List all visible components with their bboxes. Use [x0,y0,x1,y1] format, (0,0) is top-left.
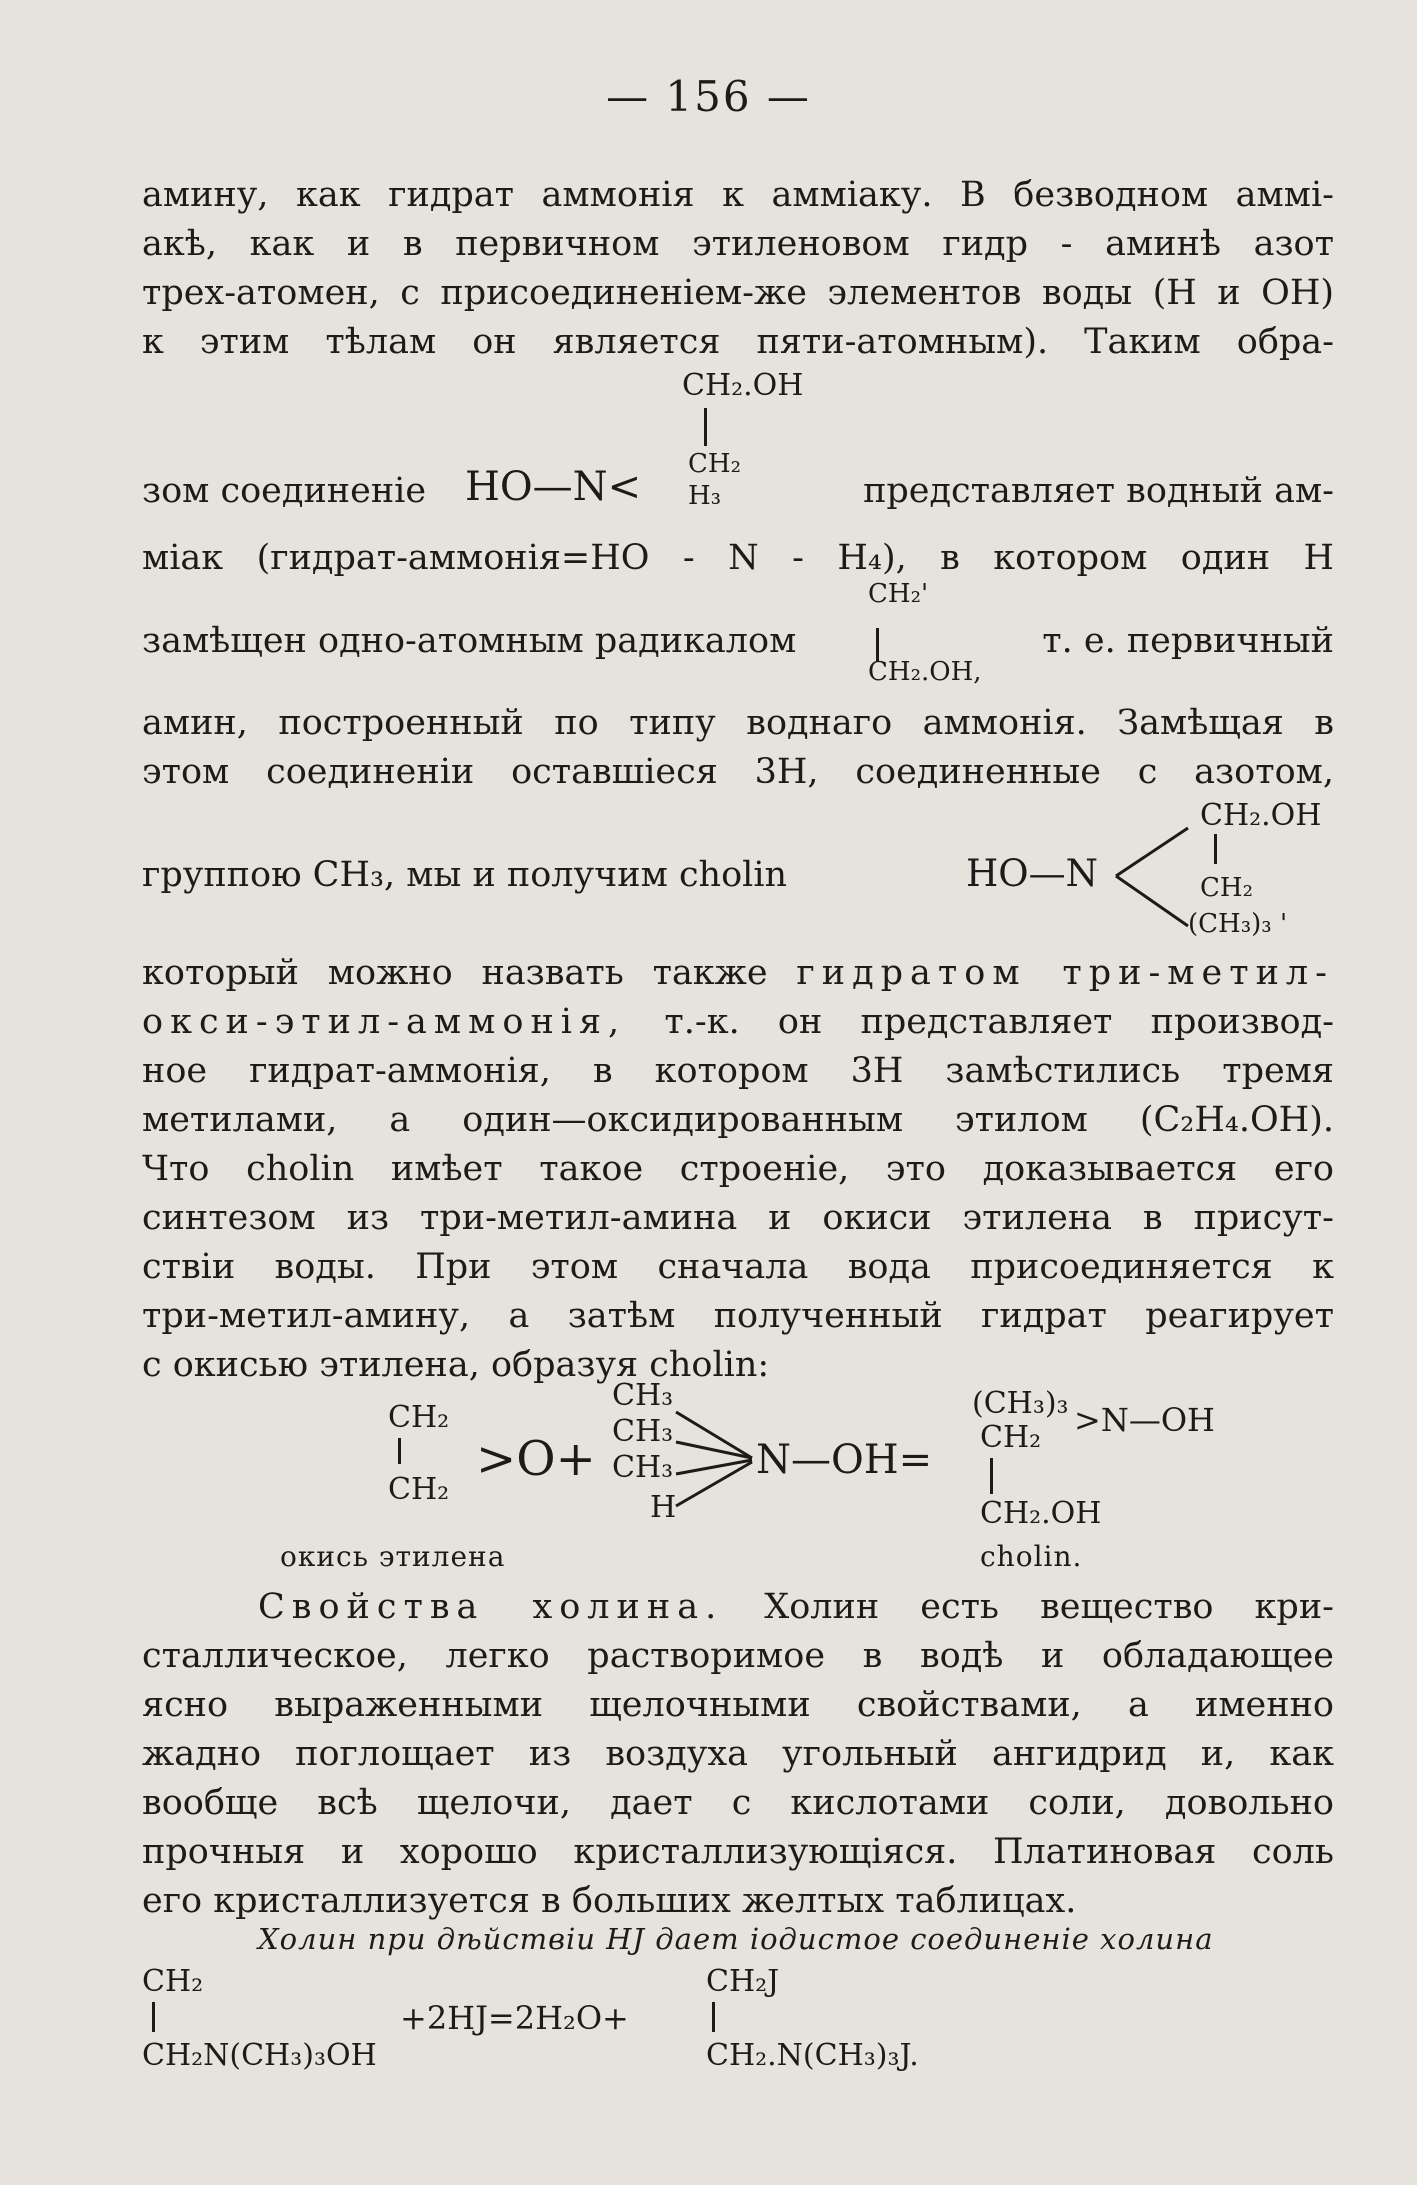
text-line: синтезом из три-метил-амина и окиси этилена в присут- [142,1198,1334,1238]
formula-text: CH₃ [612,1414,674,1449]
text-line: ясно выраженными щелочными свойствами, а именно [142,1685,1334,1725]
text-line: трех-атомен, с присоединеніем-же элементов воды (Н и ОН) [142,273,1334,313]
text-line: прочныя и хорошо кристаллизующіяся. Платиновая соль [142,1832,1334,1872]
spaced-term: гидратом три-метил- [796,953,1334,993]
text-line: представляет водный ам- [863,471,1334,511]
text-line: амин, построенный по типу воднаго аммонія. Замѣщая в [142,703,1334,743]
bond-fan [668,1408,758,1518]
text-line [142,999,1334,1045]
spaced-term: Свойства холина. [258,1587,724,1627]
bond-line [398,1438,401,1464]
text-line: к этим тѣлам он является пяти-атомным). Таким обра- [142,322,1334,362]
formula-text: +2HJ=2H₂O+ [400,1999,629,2037]
formula-text: CH₂ [388,1472,450,1507]
bond-line [1214,834,1217,864]
formula-text: CH₂J [706,1964,780,1999]
formula-text: HO—N [966,852,1098,895]
text-line: метилами, а один—оксидированным этилом (C₂H₄.OH). [142,1100,1334,1140]
caption: окись этилена [280,1540,506,1573]
text-line: акѣ, как и в первичном этиленовом гидр - аминѣ азот [142,224,1334,264]
caption: cholin. [980,1540,1083,1573]
formula-text: N—OH= [756,1437,933,1483]
formula-text: CH₂.OH [1200,798,1322,833]
formula-text: CH₃ [612,1378,674,1413]
formula-text: H [650,1490,677,1525]
formula-text: (CH₃)₃ ' [1188,909,1288,939]
text-line: этом соединеніи оставшіеся 3Н, соединенные с азотом, [142,752,1334,792]
text-line [142,950,1334,996]
text-line: амину, как гидрат аммонія к аммiаку. В безводном аммi- [142,175,1334,215]
text-line: Что cholin имѣет такое строеніе, это доказывается его [142,1149,1334,1189]
formula-text: >O+ [476,1431,596,1487]
bond-fork [1112,822,1192,932]
text-line: т. е. первичный [1042,621,1334,661]
formula-text: HO—N< [465,464,642,510]
text-line: міак (гидрат-аммонія=HO - N - H₄), в котором один Н [142,538,1334,578]
text-line: сталлическое, легко растворимое в водѣ и обладающее [142,1636,1334,1676]
formula-text: CH₂ [1200,873,1253,903]
formula-text: (CH₃)₃ [972,1386,1069,1421]
text-line: три-метил-амину, а затѣм полученный гидрат реагирует [142,1296,1334,1336]
formula-text: CH₂ [388,1400,450,1435]
formula-text: CH₂.OH [980,1496,1102,1531]
text-line: с окисью этилена, образуя cholin: [142,1345,770,1385]
text-line: жадно поглощает из воздуха угольный ангидрид и, как [142,1734,1334,1774]
formula-text: CH₂.N(CH₃)₃J. [706,2038,919,2073]
page-number: — 156 — [606,72,811,121]
text-fragment: Холин есть вещество кри- [764,1587,1334,1627]
formula-text: CH₂ [142,1964,204,1999]
formula-text: CH₂.OH [682,368,804,403]
formula-text: CH₂.OH, [868,657,982,687]
text-line: ное гидрат-аммонія, в котором 3Н замѣстились тремя [142,1051,1334,1091]
text-line: зом соединеніе [142,471,427,511]
text-fragment: т.-к. он представляет производ- [664,1002,1334,1042]
formula-text: CH₂ [980,1420,1042,1455]
formula-text: CH₂N(CH₃)₃OH [142,2038,377,2073]
formula-text: H₃ [688,481,722,511]
text-line: группою CH₃, мы и получим cholin [142,855,788,895]
bond-line [704,408,707,446]
bond-line [712,2002,715,2032]
formula-text: >N—OH [1074,1401,1215,1439]
text-line: ствіи воды. При этом сначала вода присоединяется к [142,1247,1334,1287]
text-line: вообще всѣ щелочи, дает с кислотами соли, довольно [142,1783,1334,1823]
text-line [258,1584,1334,1630]
formula-text: CH₂' [868,579,929,609]
text-line: его кристаллизуется в больших желтых таблицах. [142,1881,1077,1921]
spaced-term: окси-этил-аммонія, [142,1002,627,1042]
bond-line [152,2002,155,2032]
formula-text: CH₃ [612,1450,674,1485]
text-line: замѣщен одно-атомным радикалом [142,621,797,661]
note-line: Холин при дѣйствіи HJ дает іодистое соединеніе холина [258,1922,1214,1956]
formula-text: CH₂ [688,449,741,479]
bond-line [990,1458,993,1494]
text-fragment: который можно назвать также [142,953,768,993]
